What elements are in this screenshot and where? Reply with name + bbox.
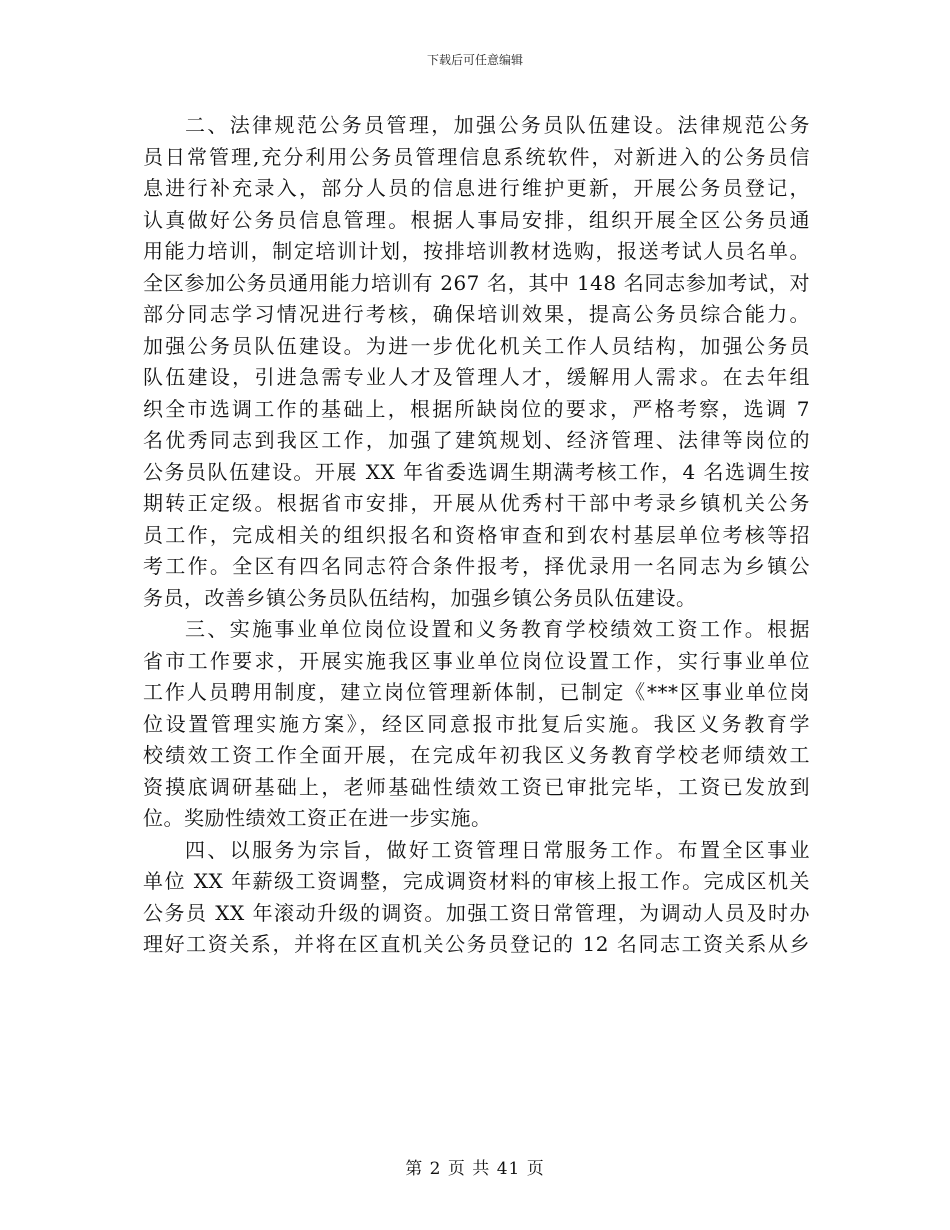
- text-line: 校绩效工资工作全面开展，在完成年初我区义务教育学校老师绩效工: [143, 743, 810, 767]
- text-line: 期转正定级。根据省市安排，开展从优秀村干部中考录乡镇机关公务: [143, 491, 810, 515]
- text-line: 位设置管理实施方案》，经区同意报市批复后实施。我区义务教育学: [143, 711, 810, 736]
- text-line: 公务员 XX 年滚动升级的调资。加强工资日常管理，为调动人员及时办: [143, 900, 810, 925]
- text-line: 理好工资关系，并将在区直机关公务员登记的 12 名同志工资关系从乡: [143, 932, 810, 956]
- text-line: 位。奖励性绩效工资正在进一步实施。: [143, 806, 492, 830]
- text-line: 名优秀同志到我区工作，加强了建筑规划、经济管理、法律等岗位的: [143, 428, 810, 452]
- text-line: 用能力培训，制定培训计划，按排培训教材选购，报送考试人员名单。: [143, 239, 810, 263]
- text-line: 织全市选调工作的基础上，根据所缺岗位的要求，严格考察，选调 7: [143, 396, 810, 421]
- text-line: 考工作。全区有四名同志符合条件报考，择优录用一名同志为乡镇公: [143, 554, 810, 578]
- text-line: 加强公务员队伍建设。为进一步优化机关工作人员结构，加强公务员: [143, 333, 810, 358]
- text-line: 三、实施事业单位岗位设置和义务教育学校绩效工资工作。根据: [185, 617, 810, 641]
- text-line: 公务员队伍建设。开展 XX 年省委选调生期满考核工作，4 名选调生按: [143, 459, 810, 484]
- text-line: 息进行补充录入，部分人员的信息进行维护更新，开展公务员登记，: [143, 176, 810, 200]
- text-line: 省市工作要求，开展实施我区事业单位岗位设置工作，实行事业单位: [143, 648, 810, 673]
- text-line: 员工作，完成相关的组织报名和资格审查和到农村基层单位考核等招: [143, 522, 810, 547]
- text-line: 二、法律规范公务员管理，加强公务员队伍建设。法律规范公务: [185, 113, 810, 137]
- text-line: 员日常管理,充分利用公务员管理信息系统软件，对新进入的公务员信: [143, 144, 810, 169]
- document-body: [143, 110, 810, 961]
- page-header: 下载后可任意编辑: [426, 53, 523, 67]
- text-line: 资摸底调研基础上，老师基础性绩效工资已审批完毕，工资已发放到: [143, 774, 810, 799]
- text-line: 队伍建设，引进急需专业人才及管理人才，缓解用人需求。在去年组: [143, 365, 810, 389]
- text-line: 务员，改善乡镇公务员队伍结构，加强乡镇公务员队伍建设。: [143, 585, 697, 610]
- text-line: 部分同志学习情况进行考核，确保培训效果，提高公务员综合能力。: [143, 302, 810, 326]
- text-line: 认真做好公务员信息管理。根据人事局安排，组织开展全区公务员通: [143, 207, 810, 232]
- page-footer: 第 2 页 共 41 页: [405, 1159, 545, 1179]
- text-line: 全区参加公务员通用能力培训有 267 名，其中 148 名同志参加考试，对: [143, 270, 810, 295]
- text-line: 工作人员聘用制度，建立岗位管理新体制，已制定《***区事业单位岗: [143, 680, 810, 704]
- text-line: 单位 XX 年薪级工资调整，完成调资材料的审核上报工作。完成区机关: [143, 869, 810, 893]
- text-line: 四、以服务为宗旨，做好工资管理日常服务工作。布置全区事业: [185, 837, 810, 862]
